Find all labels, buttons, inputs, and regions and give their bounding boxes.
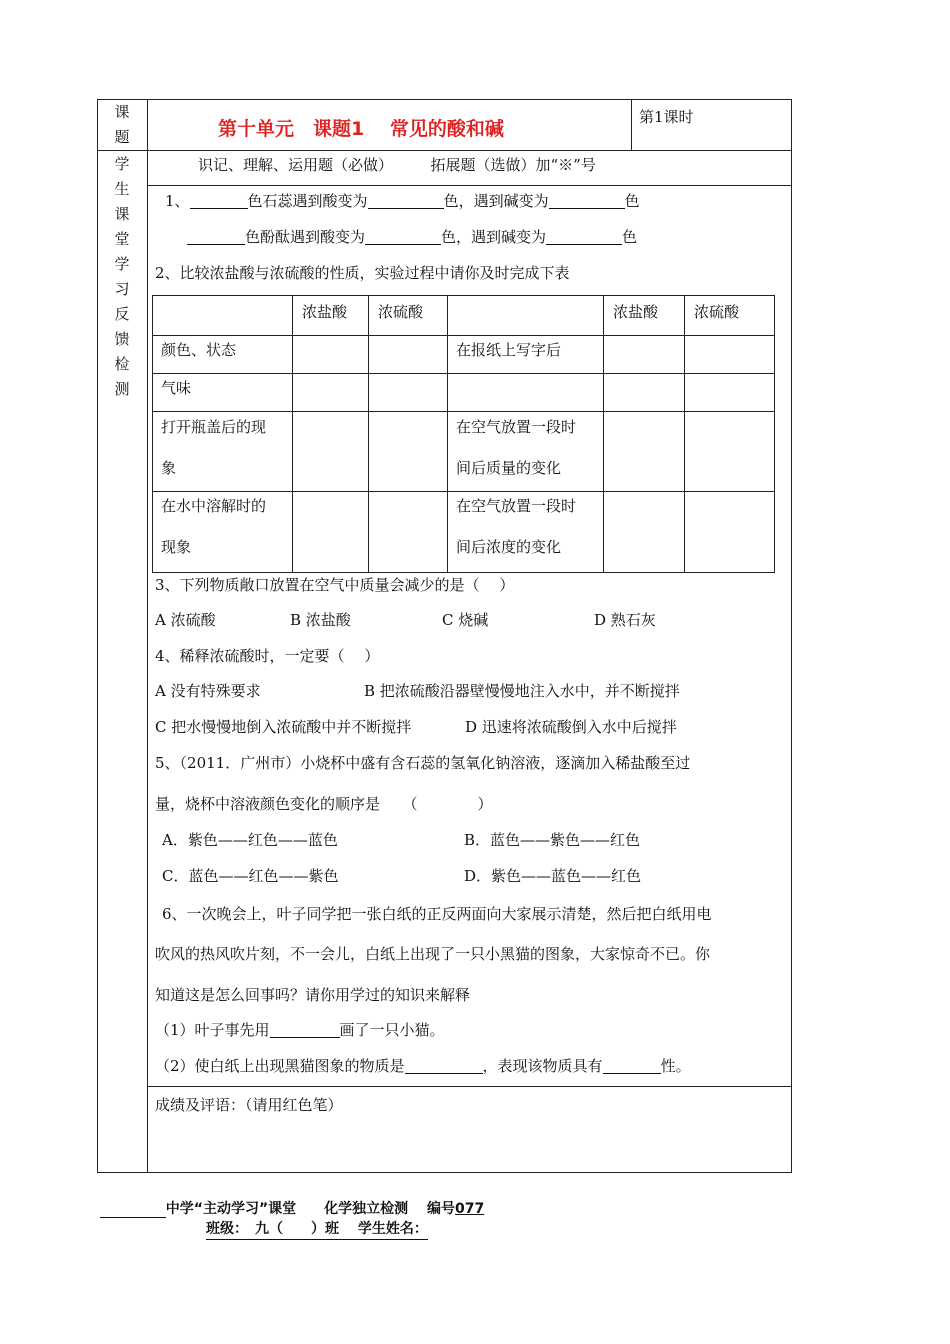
table-hline (153, 411, 774, 412)
footer-number: 077 (455, 1201, 485, 1217)
footer-line-1 (90, 1182, 484, 1218)
table-row-label: 在水中溶解时的 (161, 497, 267, 515)
q6-line3: 知道这是怎么回事吗？请你用学过的知识来解释 (155, 986, 471, 1004)
q6-sub2-b: ，表现该物质具有 (482, 1057, 603, 1075)
frame-top (97, 99, 792, 100)
q6-sub2 (155, 1059, 691, 1074)
comparison-table (152, 295, 775, 573)
q3-option-a: A 浓硫酸 (155, 611, 216, 629)
side-label-char: 课 (114, 205, 130, 223)
blank[interactable] (100, 1204, 166, 1218)
q5-stem-2: 量，烧杯中溶液颜色变化的顺序是 （ ） (155, 795, 493, 813)
q6-sub2-a: （2）使白纸上出现黑猫图象的物质是 (155, 1057, 405, 1075)
q4-option-d: D 迅速将浓硫酸倒入水中后搅拌 (465, 718, 677, 736)
side-label-char: 馈 (114, 330, 130, 348)
q1-line1 (165, 194, 640, 209)
side-label-char: 堂 (114, 230, 130, 248)
frame-bottom (97, 1172, 792, 1173)
table-row-label: 间后质量的变化 (456, 459, 562, 477)
side-label-char: 检 (114, 355, 130, 373)
blank[interactable] (405, 1059, 483, 1074)
q1-line2 (187, 230, 637, 245)
table-hline (153, 335, 774, 336)
table-row-label: 象 (161, 459, 177, 477)
q5-option-d: D．紫色——蓝色——红色 (464, 867, 642, 885)
blank[interactable] (187, 230, 245, 245)
q1-text-b2: 色，遇到碱变为 (441, 228, 547, 246)
table-row-label: 间后浓度的变化 (456, 538, 562, 556)
q1-text-a2: 色酚酞遇到酸变为 (245, 228, 366, 246)
side-label-char: 测 (114, 380, 130, 398)
frame-right (791, 99, 792, 1173)
q5-option-a: A．紫色——红色——蓝色 (162, 831, 338, 849)
q3-option-c: C 烧碱 (442, 611, 489, 629)
q3-option-b: B 浓盐酸 (290, 611, 351, 629)
q6-sub1-a: （1）叶子事先用 (155, 1021, 270, 1039)
q2-intro: 2、比较浓盐酸与浓硫酸的性质，实验过程中请你及时完成下表 (155, 264, 570, 282)
q1-text-c2: 色 (622, 228, 638, 246)
frame-period-divider (631, 99, 632, 150)
q4-option-a: A 没有特殊要求 (155, 682, 261, 700)
table-row-label: 气味 (161, 379, 192, 397)
subheader: 识记、理解、运用题（必做） 拓展题（选做）加“※”号 (198, 156, 596, 174)
q6-sub1-b: 画了一只小猫。 (339, 1021, 445, 1039)
side-label-char: 学 (114, 155, 130, 173)
table-hline (153, 491, 774, 492)
blank[interactable] (546, 230, 622, 245)
header-label-char-1: 课 (114, 103, 130, 121)
q4-option-c: C 把水慢慢地倒入浓硫酸中并不断搅拌 (155, 718, 412, 736)
grading-label: 成绩及评语：（请用红色笔） (155, 1096, 343, 1114)
footer-text: 中学“主动学习”课堂 化学独立检测 编号 (165, 1201, 456, 1217)
q3-stem: 3、下列物质敞口放置在空气中质量会减少的是（ ） (155, 576, 515, 594)
blank[interactable] (603, 1059, 661, 1074)
table-row-label: 颜色、状态 (161, 341, 237, 359)
blank[interactable] (270, 1023, 340, 1038)
table-hline (153, 373, 774, 374)
table-row-label: 打开瓶盖后的现 (161, 418, 267, 436)
frame-col-divider (147, 99, 148, 1173)
frame-row2 (147, 185, 792, 186)
side-label-char: 习 (114, 280, 130, 298)
page-title: 第十单元 课题1 常见的酸和碱 (218, 118, 504, 140)
q6-line1: 6、一次晚会上，叶子同学把一张白纸的正反两面向大家展示清楚，然后把白纸用电 (162, 905, 712, 923)
frame-row3 (147, 1086, 792, 1087)
q1-text-c: 色 (624, 192, 640, 210)
table-header: 浓盐酸 (613, 303, 659, 321)
header-label-char-2: 题 (114, 128, 130, 146)
table-row-label: 在空气放置一段时 (456, 497, 577, 515)
side-label-char: 生 (114, 180, 130, 198)
table-row-label: 在报纸上写字后 (456, 341, 562, 359)
table-vline (292, 296, 293, 572)
table-header: 浓盐酸 (302, 303, 348, 321)
table-header: 浓硫酸 (378, 303, 424, 321)
period-label: 第1课时 (639, 108, 694, 126)
table-vline (447, 296, 448, 572)
footer-line-2: 班级： 九（ ）班 学生姓名： (206, 1218, 428, 1240)
blank[interactable] (190, 194, 248, 209)
q1-text-b: 色，遇到碱变为 (443, 192, 549, 210)
table-row-label: 现象 (161, 538, 192, 556)
q3-option-d: D 熟石灰 (594, 611, 656, 629)
q1-number: 1、 (165, 192, 190, 210)
frame-row1 (97, 150, 792, 151)
table-vline (603, 296, 604, 572)
blank[interactable] (549, 194, 625, 209)
blank[interactable] (365, 230, 441, 245)
q5-option-b: B．蓝色——紫色——红色 (464, 831, 641, 849)
q5-option-c: C．蓝色——红色——紫色 (162, 867, 339, 885)
q6-sub2-c: 性。 (660, 1057, 691, 1075)
blank[interactable] (368, 194, 444, 209)
q6-line2: 吹风的热风吹片刻，不一会儿，白纸上出现了一只小黑猫的图象，大家惊奇不已。你 (155, 945, 711, 963)
side-label-char: 反 (114, 305, 130, 323)
q6-sub1 (155, 1023, 445, 1038)
q4-stem: 4、稀释浓硫酸时，一定要（ ） (155, 647, 380, 665)
q4-option-b: B 把浓硫酸沿器壁慢慢地注入水中，并不断搅拌 (364, 682, 680, 700)
q5-stem-1: 5、（2011．广州市）小烧杯中盛有含石蕊的氢氧化钠溶液，逐滴加入稀盐酸至过 (155, 754, 691, 772)
table-header: 浓硫酸 (694, 303, 740, 321)
table-row-label: 在空气放置一段时 (456, 418, 577, 436)
side-label-char: 学 (114, 255, 130, 273)
table-vline (368, 296, 369, 572)
q1-text-a: 色石蕊遇到酸变为 (247, 192, 368, 210)
table-vline (684, 296, 685, 572)
